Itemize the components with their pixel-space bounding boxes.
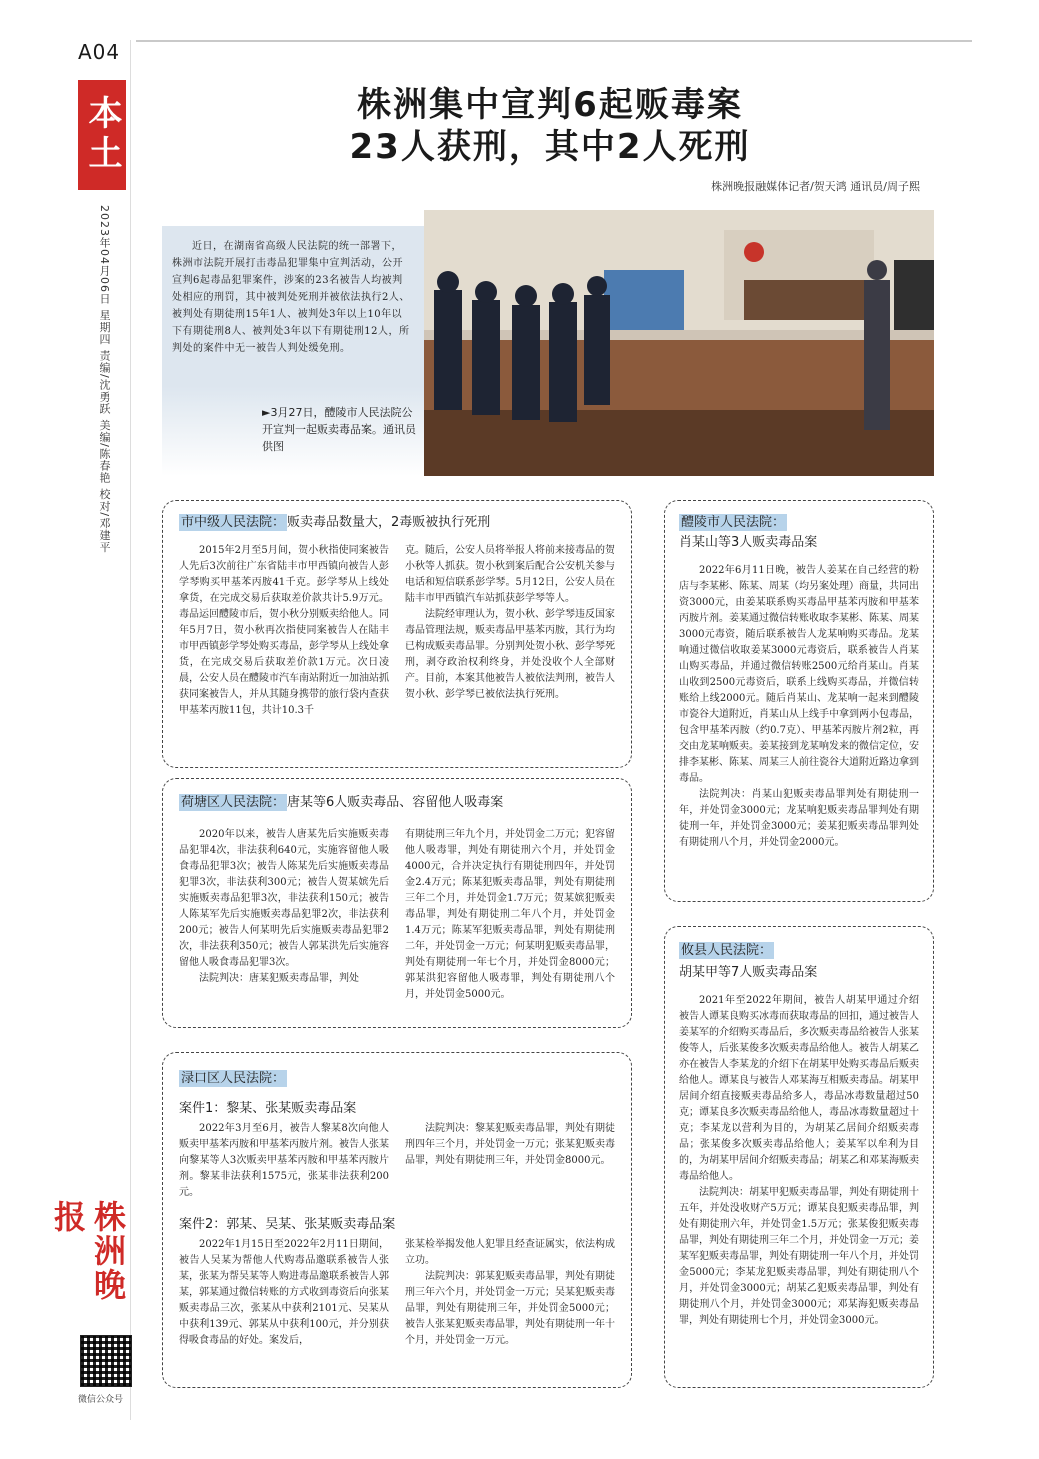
courtroom-photo-image [424,210,934,476]
lukou-case-1-col-1-text: 2022年3月至6月，被告人黎某8次向他人贩卖甲基苯丙胺和甲基苯丙胺片剂。被告人张某向黎某等人3次贩卖甲基苯丙胺和甲基苯丙胺片剂。黎某非法获利1575元，张某非法获利200元。 [179,1123,389,1198]
box-liling-court [664,500,934,902]
byline: 株洲晚报融媒体记者/贺天鸿 通讯员/周子熙 [711,180,920,193]
date-and-editors: 2023年04月06日 星期四 责编/沈勇跃 美编/陈春艳 校对/邓建平 [98,205,111,554]
box-lukou-title [179,1067,287,1086]
box-city-col-2 [405,543,615,759]
box-youxian-court-name: 攸县人民法院： [681,943,773,958]
headline-line-2: 23人获刑，其中2人死刑 [349,127,751,167]
box-city-court-name: 市中级人民法院： [181,515,286,530]
lukou-case-2-col-1-text: 2022年1月15日至2022年2月11日期间，被告人吴某为帮他人代购毒品邀联系被告人张某，张某为帮吴某等人购进毒品邀联系被告人郭某，郭某通过微信转账的方式收到毒资后向张某贩卖毒品三次，张某从中获利2101元、吴某从中获利139元、郭某从中获利100元，并分别获得吸食毒品的好处。案发后， [179,1239,389,1346]
top-rule [136,40,972,42]
lukou-case-1-title: 案件1：黎某、张某贩卖毒品案 [179,1101,357,1116]
box-youxian-body-a: 2021年至2022年期间，被告人胡某甲通过介绍被告人谭某良购买冰毒而获取毒品的回扣，通过被告人姜某军的介绍购买毒品后，多次贩卖毒品给被告人张某俊等人，后张某俊多次贩卖毒品给他人。被告人胡某乙亦在被告人李某龙的介绍下在胡某甲处购买毒品后贩卖给他人。谭某良与被告人邓某海互相贩卖毒品。胡某甲居间介绍直接贩卖毒品给多人，毒品冰毒数量超过50克；谭某良多次贩卖毒品给他人，毒品冰毒数量超过十克；李某龙以营利为目的，为胡某乙居间介绍贩卖毒品；张某俊多次贩卖毒品给他人；姜某军以牟利为目的，为胡某甲居间介绍贩卖毒品；胡某乙和邓某海贩卖毒品给他人。 [679,995,919,1182]
lead-text: 近日，在湖南省高级人民法院的统一部署下，株洲市法院开展打击毒品犯罪集中宣判活动，公开宣判6起毒品犯罪案件，涉案的23名被告人均被判处相应的刑罚，其中被判处死刑并被依法执行2人、被判处有期徒刑15年1人、被判处3年以上10年以下有期徒刑8人、被判处3年以下有期徒刑12人，所判处的案件中无一被告人判处缓免刑。 [172,241,410,354]
qr-label: 微信公众号 [78,1395,124,1405]
newspaper-logo: 株洲晚报 [49,1200,127,1302]
box-city-col-1 [179,543,389,759]
section-tab: 本土 [78,80,126,190]
qr-code-icon [80,1335,132,1387]
headline [200,84,900,168]
box-city-title [179,511,490,530]
box-youxian-title [679,939,774,958]
box-liling-body-a: 2022年6月11日晚，被告人姜某在自己经营的粉店与李某彬、陈某、周某（均另案处理）商量，共同出资3000元，由姜某联系购买毒品甲基苯丙胺和甲基苯丙胺片剂。姜某通过微信转账收取李某彬、陈某、周某3000元毒资，随后联系被告人龙某响购买毒品。龙某响通过微信收取姜某3000元毒资后，联系被告人肖某山购买毒品，并通过微信转账2500元给肖某山。肖某山收到2500元毒资后，联系上线购买毒品，并微信转账给上线2000元。随后肖某山、龙某响一起来到醴陵市瓷谷大道附近，肖某山从上线手中拿到两小包毒品，包含甲基苯丙胺（约0.7克）、甲基苯丙胺片剂2粒，再交由龙某响贩卖。姜某接到龙某响发来的微信定位，安排李某彬、陈某、周某三人前往瓷谷大道附近路边拿到毒品。 [679,565,919,784]
box-lukou-court-name: 渌口区人民法院： [181,1071,286,1086]
lukou-case-2-col-2a-text: 张某检举揭发他人犯罪且经查证属实，依法构成立功。 [405,1239,615,1266]
photo-caption: ►3月27日，醴陵市人民法院公开宣判一起贩卖毒品案。通讯员供图 [262,406,416,453]
box-hetang-title [179,791,503,810]
box-hetang-col-1a-text: 2020年以来，被告人唐某先后实施贩卖毒品犯罪4次，非法获利640元，实施容留他人吸食毒品犯罪3次；被告人陈某先后实施贩卖毒品犯罪3次，非法获利300元；被告人贺某嫔先后实施贩卖毒品犯罪3次，非法获利150元；被告人陈某军先后实施贩卖毒品犯罪2次，非法获利200元；被告人何某明先后实施贩卖毒品犯罪2次，非法获利350元；被告人郭某洪先后实施容留他人吸食毒品犯罪3次。 [179,829,389,968]
box-liling-heading: 肖某山等3人贩卖毒品案 [679,535,818,550]
page-number: A04 [78,40,121,64]
box-hetang-heading: 唐某等6人贩卖毒品、容留他人吸毒案 [287,795,504,810]
box-hetang-col-1 [179,827,389,1019]
box-hetang-court [162,778,632,1028]
lukou-case-2-title: 案件2：郭某、吴某、张某贩卖毒品案 [179,1217,396,1232]
box-city-col-1-text: 2015年2月至5月间，贺小秋指使同案被告人先后3次前往广东省陆丰市甲西镇向被告人彭学琴购买甲基苯丙胺41千克。彭学琴从上线处拿货，在完成交易后获取差价款共计5.9万元。毒品运回醴陵市后，贺小秋分别贩卖给他人。同年5月7日，贺小秋再次指使同案被告人在陆丰市甲西镇彭学琴处购买毒品，彭学琴从上线处拿货，在完成交易后获取差价款1万元。次日凌晨，公安人员在醴陵市汽车南站附近一加油站抓获同案被告人，并从其随身携带的旅行袋内查获甲基苯丙胺11包，共计10.3千 [179,545,389,716]
side-divider [130,40,131,1420]
lukou-case-1-col-2 [405,1121,615,1205]
box-hetang-court-name: 荷塘区人民法院： [181,795,286,810]
box-youxian-heading: 胡某甲等7人贩卖毒品案 [679,965,818,980]
box-liling-title [679,511,787,530]
lead-paragraph [172,238,412,357]
box-hetang-col-2-text: 有期徒刑三年九个月，并处罚金二万元；犯容留他人吸毒罪，判处有期徒刑六个月，并处罚金4000元，合并决定执行有期徒刑四年，并处罚金2.4万元；陈某犯贩卖毒品罪，判处有期徒刑三年二个月，并处罚金1.7万元；贺某嫔犯贩卖毒品罪，判处有期徒刑二年八个月，并处罚金1.4万元；陈某军犯贩卖毒品罪，判处有期徒刑二年，并处罚金一万元；何某明犯贩卖毒品罪，判处有期徒刑一年七个月，并处罚金8000元；郭某洪犯容留他人吸毒罪，判处有期徒刑八个月，并处罚金5000元。 [405,829,615,1000]
box-liling-court-name: 醴陵市人民法院： [681,515,786,530]
lukou-case-1-col-1 [179,1121,389,1205]
box-lukou-court [162,1052,632,1388]
lukou-case-2-col-2b-text: 法院判决：郭某犯贩卖毒品罪，判处有期徒刑三年六个月，并处罚金一万元；吴某犯贩卖毒品罪，判处有期徒刑三年，并处罚金5000元；被告人张某犯贩卖毒品罪，判处有期徒刑一年十个月，并处罚金一万元。 [405,1271,615,1346]
box-hetang-col-1b-text: 法院判决：唐某犯贩卖毒品罪，判处 [199,973,359,984]
headline-line-1: 株洲集中宣判6起贩毒案 [357,85,743,125]
box-city-heading: 贩卖毒品数量大，2毒贩被执行死刑 [287,515,491,530]
box-city-col-2a-text: 克。随后，公安人员将举报人将前来接毒品的贺小秋等人抓获。贺小秋到案后配合公安机关参与电话和短信联系彭学琴。5月12日，公安人员在陆丰市甲西镇汽车站抓获彭学琴等人。 [405,545,615,604]
courtroom-photo [424,210,934,476]
box-city-court [162,500,632,768]
lukou-case-2-col-2 [405,1237,615,1381]
box-youxian-body [679,993,919,1381]
box-city-col-2b-text: 法院经审理认为，贺小秋、彭学琴违反国家毒品管理法规，贩卖毒品甲基苯丙胺，其行为均已构成贩卖毒品罪。分别判处贺小秋、彭学琴死刑，剥夺政治权利终身，并处没收个人全部财产。目前，本案其他被告人被依法判刑，被告人贺小秋、彭学琴已被依法执行死刑。 [405,609,615,700]
box-liling-body [679,563,919,893]
lukou-case-2-col-1 [179,1237,389,1381]
box-liling-body-b: 法院判决：肖某山犯贩卖毒品罪判处有期徒刑一年，并处罚金3000元；龙某响犯贩卖毒品罪判处有期徒刑一年，并处罚金3000元；姜某犯贩卖毒品罪判处有期徒刑八个月，并处罚金2000元。 [679,789,919,848]
lukou-case-1-col-2-text: 法院判决：黎某犯贩卖毒品罪，判处有期徒刑四年三个月，并处罚金一万元；张某犯贩卖毒品罪，判处有期徒刑三年，并处罚金8000元。 [405,1123,615,1166]
box-youxian-body-b: 法院判决：胡某甲犯贩卖毒品罪，判处有期徒刑十五年，并处没收财产5万元；谭某良犯贩卖毒品罪，判处有期徒刑六年，并处罚金1.5万元；张某俊犯贩卖毒品罪，判处有期徒刑三年二个月，并处罚金一万元；姜某军犯贩卖毒品罪，判处有期徒刑一年八个月，并处罚金5000元；李某龙犯贩卖毒品罪，判处有期徒刑八个月，并处罚金3000元；胡某乙犯贩卖毒品罪，判处有期徒刑八个月，并处罚金3000元；邓某海犯贩卖毒品罪，判处有期徒刑七个月，并处罚金3000元。 [679,1187,919,1326]
box-youxian-court [664,926,934,1388]
box-hetang-col-2 [405,827,615,1019]
